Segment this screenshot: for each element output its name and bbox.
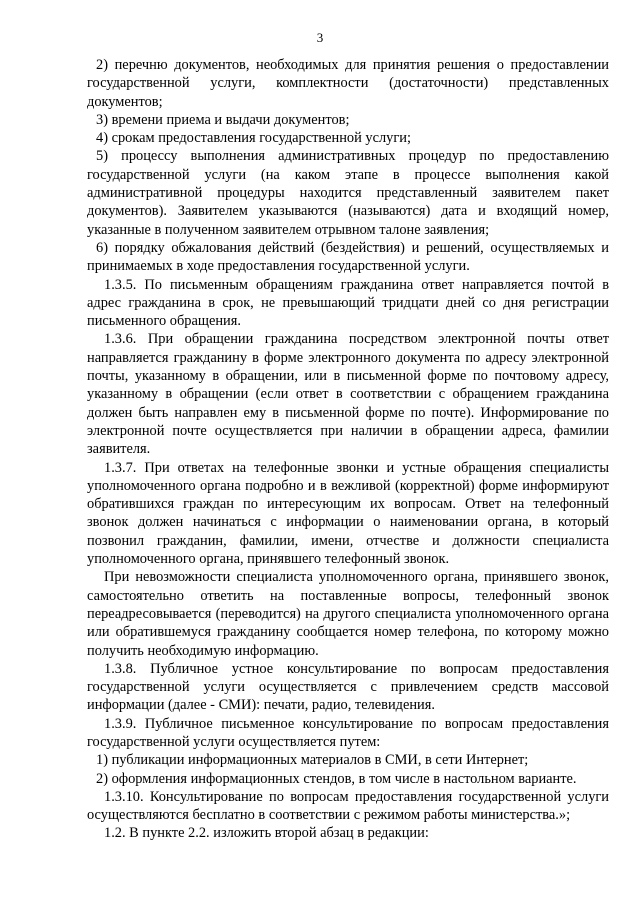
paragraph-1-3-8: 1.3.8. Публичное устное консультирование по вопросам предоставления государственной услуги осуществляется с привлечением средств массовой информации (далее - СМИ): печати, радио, телевидения. (87, 660, 609, 714)
paragraph-list-item-3: 3) времени приема и выдачи документов; (96, 111, 350, 128)
paragraph-list-item-4: 4) срокам предоставления государственной услуги; (96, 130, 411, 147)
paragraph-list-item-6: 6) порядку обжалования действий (бездействия) и решений, осуществляемых и принимаемых в ходе предоставления государственной услуги. (87, 239, 609, 275)
paragraph-list-item-2: 2) перечню документов, необходимых для принятия решения о предоставлении государственной услуги, комплектности (достаточности) представленных документов; (87, 57, 609, 110)
document-body (87, 56, 609, 843)
paragraph-1-3-9: 1.3.9. Публичное письменное консультирование по вопросам предоставления государственной услуги осуществляется путем: (87, 715, 609, 750)
paragraph-1-3-6: 1.3.6. При обращении гражданина посредством электронной почты ответ направляется гражданину в форме электронного документа по адресу электронной почты, указанному в обращении, или в письменной форме по почтовому адресу, указанному в обращении (если ответ в соответствии с обращением гражданина должен быть направлен ему в письменной форме по почте). Информирование по электронной почте осуществляется при наличии в обращении адреса, фамилии заявителя. (87, 331, 609, 458)
paragraph-1-3-7: 1.3.7. При ответах на телефонные звонки и устные обращения специалисты уполномоченного органа подробно и в вежливой (корректной) форме информируют обратившихся граждан по интересующим их вопросам. Ответ на телефонный звонок должен начинаться с информации о наименовании органа, в который позвонил гражданин, фамилии, имени, отчестве и должности специалиста уполномоченного органа, принявшего телефонный звонок. (87, 459, 609, 568)
paragraph-list-item-5: 5) процессу выполнения административных процедур по предоставлению государственной услуги (на каком этапе в процессе выполнения какой административной процедуры находится представленный заявителем пакет документов). Заявителем указываются (называются) дата и входящий номер, указанные в полученном заявителем отрывном талоне заявления; (87, 148, 609, 238)
paragraph-impossibility: При невозможности специалиста уполномоченного органа, принявшего звонок, самостоятельно ответить на поставленные вопросы, телефонный звонок переадресовывается (переводится) на другого специалиста уполномоченного органа или обратившемуся гражданину сообщается номер телефона, по которому можно получить необходимую информацию. (87, 569, 609, 659)
paragraph-consult-item-2: 2) оформления информационных стендов, в том числе в настольном варианте. (96, 770, 577, 787)
paragraph-1-3-5: 1.3.5. По письменным обращениям гражданина ответ направляется почтой в адрес гражданина в срок, не превышающий тридцати дней со дня регистрации письменного обращения. (87, 276, 609, 330)
paragraph-consult-item-1: 1) публикации информационных материалов в СМИ, в сети Интернет; (96, 752, 529, 769)
paragraph-1-2: 1.2. В пункте 2.2. изложить второй абзац в редакции: (104, 825, 429, 842)
paragraph-1-3-10: 1.3.10. Консультирование по вопросам предоставления государственной услуги осуществляются бесплатно в соответствии с режимом работы министерства.»; (87, 788, 609, 824)
page-number: 3 (316, 30, 324, 45)
